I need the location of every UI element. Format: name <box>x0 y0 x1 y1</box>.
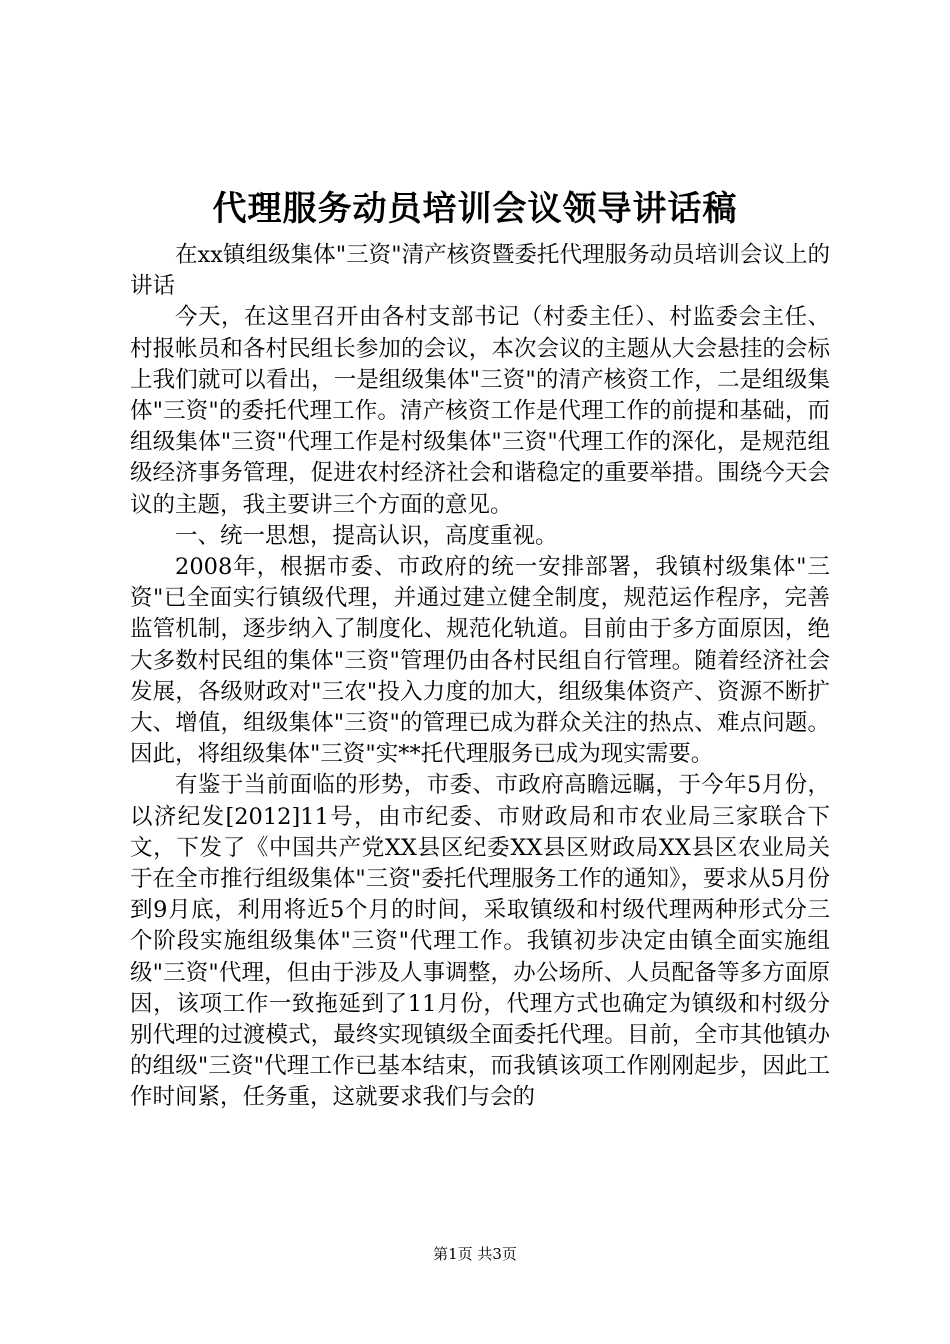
document-body <box>130 240 830 1114</box>
paragraph-subtitle: 在xx镇组级集体"三资"清产核资暨委托代理服务动员培训会议上的讲话 <box>130 242 830 300</box>
paragraph-situation: 有鉴于当前面临的形势，市委、市政府高瞻远瞩，于今年5月份，以济纪发[2012]11号，由市纪委、市财政局和市农业局三家联合下文，下发了《中国共产党XX县区纪委XX县区财政局XX县区农业局关于在全市推行组级集体"三资"委托代理服务工作的通知》，要求从5月份到9月底，利用将近5个月的时间，采取镇级和村级代理两种形式分三个阶段实施组级集体"三资"代理工作。我镇初步决定由镇全面实施组级"三资"代理，但由于涉及人事调整，办公场所、人员配备等多方面原因，该项工作一致拖延到了11月份，代理方式也确定为镇级和村级分别代理的过渡模式，最终实现镇级全面委托代理。目前，全市其他镇办的组级"三资"代理工作已基本结束，而我镇该项工作刚刚起步，因此工作时间紧，任务重，这就要求我们与会的 <box>130 772 830 1111</box>
document-title: 代理服务动员培训会议领导讲话稿 <box>212 189 738 229</box>
page-footer: 第1页 共3页 <box>433 1245 517 1263</box>
paragraph-intro: 今天，在这里召开由各村支部书记（村委主任）、村监委会主任、村报帐员和各村民组长参加的会议，本次会议的主题从大会悬挂的会标上我们就可以看出，一是组级集体"三资"的清产核资工作，二是组级集体"三资"的委托代理工作。清产核资工作是代理工作的前提和基础，而组级集体"三资"代理工作是村级集体"三资"代理工作的深化，是规范组级经济事务管理，促进农村经济社会和谐稳定的重要举措。围绕今天会议的主题，我主要讲三个方面的意见。 <box>130 304 830 518</box>
paragraph-background: 2008年，根据市委、市政府的统一安排部署，我镇村级集体"三资"已全面实行镇级代理，并通过建立健全制度，规范运作程序，完善监管机制，逐步纳入了制度化、规范化轨道。目前由于多方面原因，绝大多数村民组的集体"三资"管理仍由各村民组自行管理。随着经济社会发展，各级财政对"三农"投入力度的加大，组级集体资产、资源不断扩大、增值，组级集体"三资"的管理已成为群众关注的热点、难点问题。因此，将组级集体"三资"实**托代理服务已成为现实需要。 <box>130 554 830 768</box>
section-heading: 一、统一思想，提高认识，高度重视。 <box>175 522 558 549</box>
